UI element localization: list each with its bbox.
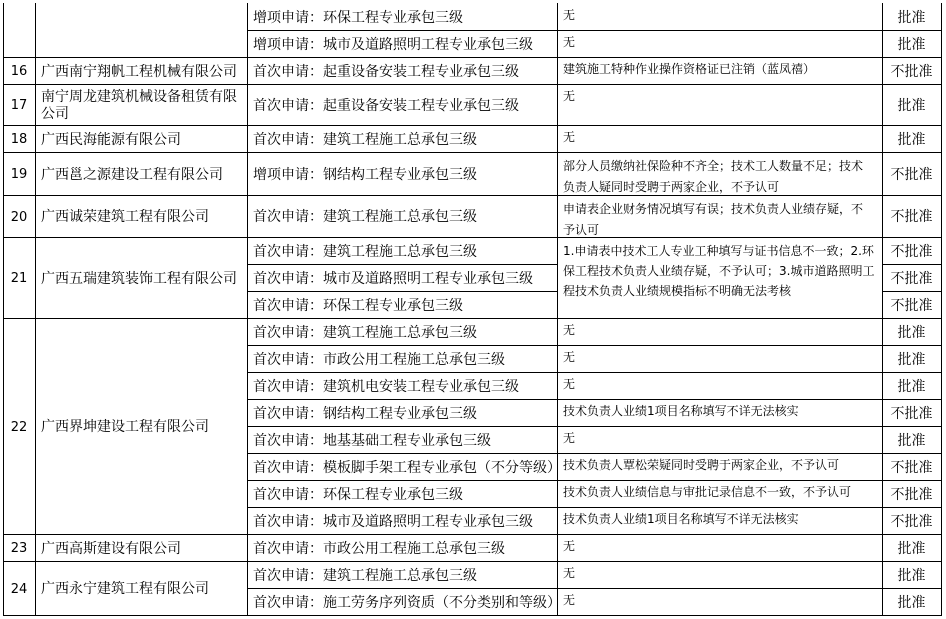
company-name: 广西南宁翔帆工程机械有限公司 bbox=[41, 64, 237, 80]
decision-status: 批准 bbox=[897, 10, 926, 26]
review-reason: 申请表企业财务情况填写有误；技术负责人业绩存疑，不 予认可 bbox=[563, 202, 864, 237]
application-item: 首次申请：建筑工程施工总承包三级 bbox=[253, 244, 477, 260]
row-number: 22 bbox=[10, 420, 28, 435]
decision-status: 批准 bbox=[897, 352, 926, 368]
row-number: 16 bbox=[10, 64, 28, 79]
application-item: 首次申请：模板脚手架工程专业承包（不分等级） bbox=[253, 460, 561, 476]
grid-line bbox=[247, 480, 558, 481]
review-reason: 技术负责人覃松荣疑同时受聘于两家企业，不予认可 bbox=[563, 458, 840, 472]
grid-line bbox=[882, 426, 942, 427]
grid-line bbox=[3, 237, 942, 238]
grid-line bbox=[882, 264, 942, 265]
application-item: 首次申请：环保工程专业承包三级 bbox=[253, 487, 463, 503]
company-name: 广西五瑞建筑装饰工程有限公司 bbox=[41, 271, 237, 287]
decision-status: 不批准 bbox=[890, 64, 933, 80]
grid-line bbox=[247, 426, 558, 427]
grid-line bbox=[3, 57, 942, 58]
decision-status: 批准 bbox=[897, 325, 926, 341]
decision-status: 不批准 bbox=[890, 271, 933, 287]
row-number: 19 bbox=[10, 167, 28, 182]
application-item: 增项申请：钢结构工程专业承包三级 bbox=[253, 167, 477, 183]
decision-status: 不批准 bbox=[890, 514, 933, 530]
grid-line bbox=[3, 152, 942, 153]
grid-line bbox=[247, 372, 558, 373]
grid-line bbox=[3, 318, 942, 319]
application-item: 首次申请：建筑工程施工总承包三级 bbox=[253, 209, 477, 225]
row-number: 21 bbox=[10, 271, 28, 286]
grid-line bbox=[247, 507, 558, 508]
grid-line bbox=[557, 399, 883, 400]
review-reason: 无 bbox=[563, 593, 576, 607]
grid-line bbox=[882, 291, 942, 292]
grid-line bbox=[3, 195, 942, 196]
application-item: 增项申请：环保工程专业承包三级 bbox=[253, 10, 463, 26]
decision-status: 不批准 bbox=[890, 167, 933, 183]
grid-line bbox=[557, 30, 883, 31]
review-reason: 技术负责人业绩1项目名称填写不详无法核实 bbox=[563, 512, 799, 526]
grid-line bbox=[557, 426, 883, 427]
grid-line bbox=[3, 615, 942, 616]
review-reason: 无 bbox=[563, 431, 576, 445]
company-name: 广西界坤建设工程有限公司 bbox=[41, 419, 209, 435]
decision-status: 批准 bbox=[897, 568, 926, 584]
review-reason: 无 bbox=[563, 35, 576, 49]
grid-line bbox=[941, 3, 942, 616]
grid-line bbox=[882, 372, 942, 373]
review-reason: 无 bbox=[563, 8, 576, 22]
application-item: 首次申请：建筑工程施工总承包三级 bbox=[253, 568, 477, 584]
grid-line bbox=[557, 345, 883, 346]
grid-line bbox=[882, 480, 942, 481]
grid-line bbox=[3, 561, 942, 562]
grid-line bbox=[247, 291, 558, 292]
application-item: 首次申请：地基基础工程专业承包三级 bbox=[253, 433, 491, 449]
company-name: 广西诚荣建筑工程有限公司 bbox=[41, 209, 209, 225]
grid-line bbox=[3, 84, 942, 85]
company-name: 南宁周龙建筑机械设备租赁有限 bbox=[41, 89, 237, 105]
application-item: 首次申请：市政公用工程施工总承包三级 bbox=[253, 352, 505, 368]
review-reason: 无 bbox=[563, 350, 576, 364]
decision-status: 不批准 bbox=[890, 460, 933, 476]
decision-status: 批准 bbox=[897, 379, 926, 395]
row-number: 20 bbox=[10, 210, 28, 225]
grid-line bbox=[247, 453, 558, 454]
application-item: 首次申请：市政公用工程施工总承包三级 bbox=[253, 541, 505, 557]
decision-status: 不批准 bbox=[890, 244, 933, 260]
review-reason: 1.申请表中技术工人专业工种填写与证书信息不一致；2.环 保工程技术负责人业绩存疑，不予认可；3.城市道路照明工 程技术负责人业绩规模指标不明确无法考核 bbox=[563, 244, 875, 298]
review-reason: 无 bbox=[563, 89, 576, 103]
grid-line bbox=[247, 264, 558, 265]
grid-line bbox=[3, 534, 942, 535]
review-reason: 技术负责人业绩1项目名称填写不详无法核实 bbox=[563, 404, 799, 418]
decision-status: 批准 bbox=[897, 37, 926, 53]
decision-status: 不批准 bbox=[890, 209, 933, 225]
review-reason: 无 bbox=[563, 566, 576, 580]
review-reason: 无 bbox=[563, 539, 576, 553]
decision-status: 批准 bbox=[897, 541, 926, 557]
decision-status: 批准 bbox=[897, 132, 926, 148]
application-item: 首次申请：钢结构工程专业承包三级 bbox=[253, 406, 477, 422]
application-item: 首次申请：起重设备安装工程专业承包三级 bbox=[253, 98, 519, 114]
application-item: 首次申请：城市及道路照明工程专业承包三级 bbox=[253, 514, 533, 530]
grid-line bbox=[882, 399, 942, 400]
application-item: 首次申请：建筑工程施工总承包三级 bbox=[253, 325, 477, 341]
grid-line bbox=[882, 30, 942, 31]
application-item: 首次申请：建筑机电安装工程专业承包三级 bbox=[253, 379, 519, 395]
grid-line bbox=[882, 345, 942, 346]
grid-line bbox=[247, 30, 558, 31]
grid-line bbox=[557, 507, 883, 508]
row-number: 23 bbox=[10, 541, 28, 556]
application-item: 首次申请：建筑工程施工总承包三级 bbox=[253, 132, 477, 148]
decision-status: 不批准 bbox=[890, 487, 933, 503]
application-item: 首次申请：环保工程专业承包三级 bbox=[253, 298, 463, 314]
application-item: 首次申请：城市及道路照明工程专业承包三级 bbox=[253, 271, 533, 287]
decision-status: 批准 bbox=[897, 433, 926, 449]
grid-line bbox=[882, 507, 942, 508]
grid-line bbox=[247, 345, 558, 346]
row-number: 17 bbox=[10, 98, 28, 113]
grid-line bbox=[557, 372, 883, 373]
grid-line bbox=[3, 125, 942, 126]
application-item: 首次申请：施工劳务序列资质（不分类别和等级） bbox=[253, 595, 561, 611]
grid-line bbox=[247, 3, 248, 616]
review-reason: 无 bbox=[563, 377, 576, 391]
company-name: 广西邕之源建设工程有限公司 bbox=[41, 167, 223, 183]
grid-line bbox=[247, 399, 558, 400]
grid-line bbox=[3, 3, 4, 616]
decision-status: 批准 bbox=[897, 595, 926, 611]
review-reason: 建筑施工特种作业操作资格证已注销（蓝凤禧） bbox=[563, 62, 816, 76]
grid-line bbox=[557, 3, 558, 616]
decision-status: 不批准 bbox=[890, 406, 933, 422]
decision-status: 批准 bbox=[897, 98, 926, 114]
row-number: 18 bbox=[10, 132, 28, 147]
grid-line bbox=[557, 453, 883, 454]
row-number: 24 bbox=[10, 582, 28, 597]
grid-line bbox=[557, 480, 883, 481]
company-name: 广西高斯建设有限公司 bbox=[41, 541, 181, 557]
review-reason: 无 bbox=[563, 323, 576, 337]
grid-line bbox=[882, 588, 942, 589]
grid-line bbox=[882, 453, 942, 454]
grid-line bbox=[557, 588, 883, 589]
decision-status: 不批准 bbox=[890, 298, 933, 314]
company-name: 广西永宁建筑工程有限公司 bbox=[41, 581, 209, 597]
application-item: 增项申请：城市及道路照明工程专业承包三级 bbox=[253, 37, 533, 53]
review-reason: 技术负责人业绩信息与审批记录信息不一致，不予认可 bbox=[563, 485, 852, 499]
application-item: 首次申请：起重设备安装工程专业承包三级 bbox=[253, 64, 519, 80]
review-reason: 无 bbox=[563, 130, 576, 144]
grid-line bbox=[247, 588, 558, 589]
grid-line bbox=[35, 3, 36, 616]
company-name: 公司 bbox=[41, 106, 69, 122]
review-reason: 部分人员缴纳社保险种不齐全；技术工人数量不足；技术 负责人疑同时受聘于两家企业，不予认可 bbox=[563, 159, 864, 194]
company-name: 广西民海能源有限公司 bbox=[41, 132, 181, 148]
